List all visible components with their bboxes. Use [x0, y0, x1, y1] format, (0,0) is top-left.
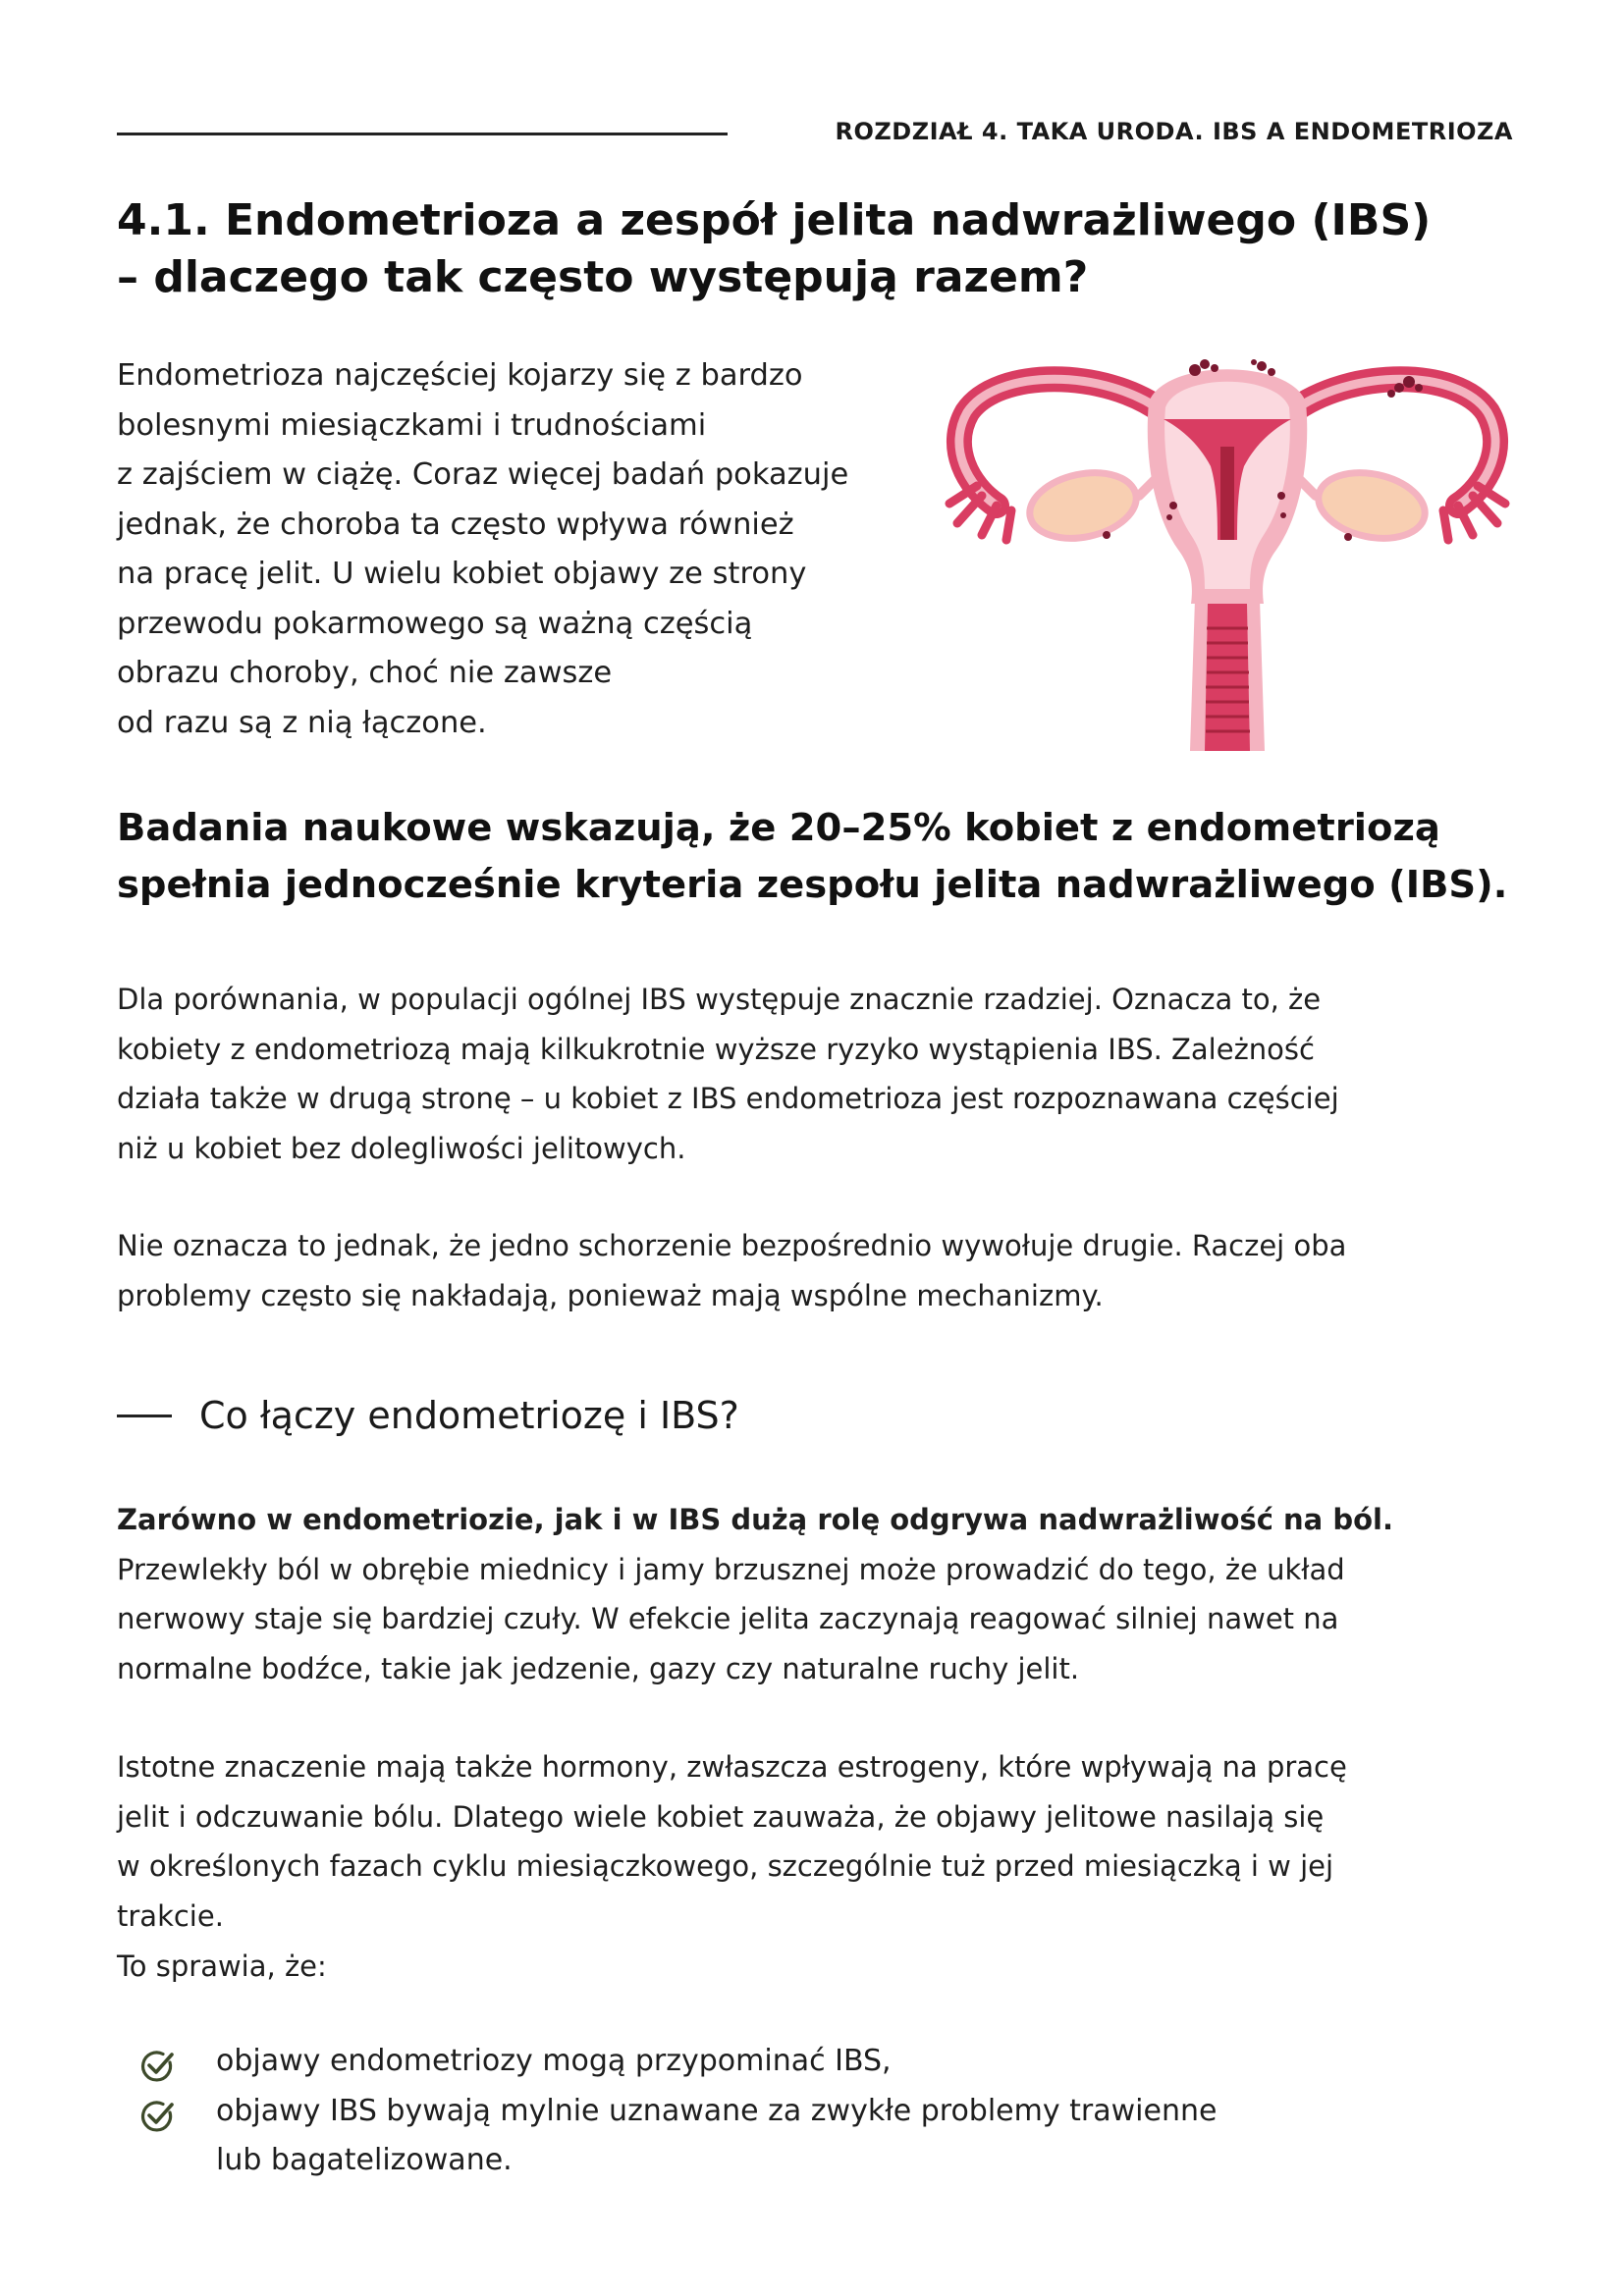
- section-dash: [117, 1415, 172, 1417]
- text-line: Przewlekły ból w obrębie miednicy i jamy brzusznej może prowadzić do tego, że układ: [117, 1552, 1345, 1586]
- text-line: Istotne znaczenie mają także hormony, zwłaszcza estrogeny, które wpływają na pracę: [117, 1750, 1347, 1784]
- intro-paragraph: [117, 351, 942, 748]
- text-line: w określonych fazach cyklu miesiączkowego, szczególnie tuż przed miesiączką i w jej: [117, 1849, 1334, 1883]
- highlight-line: Badania naukowe wskazują, że 20–25% kobiet z endometriozą: [117, 806, 1440, 850]
- text-line: Dla porównania, w populacji ogólnej IBS występuje znacznie rzadziej. Oznacza to, że: [117, 983, 1322, 1016]
- text-line: jednak, że choroba ta często wpływa również: [117, 507, 794, 542]
- text-line: problemy często się nakładają, ponieważ mają wspólne mechanizmy.: [117, 1278, 1104, 1312]
- checklist-text: objawy endometriozy mogą przypominać IBS,: [216, 2044, 892, 2078]
- text-line: trakcie.: [117, 1898, 224, 1933]
- text-line: kobiety z endometriozą mają kilkukrotnie wyższe ryzyko wystąpienia IBS. Zależność: [117, 1032, 1315, 1066]
- pain-paragraph: [117, 1495, 1521, 1693]
- summary-intro: [117, 1942, 1521, 1992]
- text-line: To sprawia, że:: [117, 1949, 327, 1983]
- text-line: normalne bodźce, takie jak jedzenie, gazy czy naturalne ruchy jelit.: [117, 1651, 1080, 1685]
- text-line: z zajściem w ciążę. Coraz więcej badań pokazuje: [117, 457, 849, 492]
- text-line: niż u kobiet bez dolegliwości jelitowych.: [117, 1131, 686, 1165]
- check-circle-icon: [137, 2047, 177, 2086]
- highlight-line: spełnia jednocześnie kryteria zespołu jelita nadwrażliwego (IBS).: [117, 863, 1508, 907]
- bold-lead-line: Zarówno w endometriozie, jak i w IBS dużą rolę odgrywa nadwrażliwość na ból.: [117, 1503, 1393, 1536]
- text-line: Nie oznacza to jednak, że jedno schorzenie bezpośrednio wywołuje drugie. Raczej oba: [117, 1229, 1347, 1262]
- page-title-line: – dlaczego tak często występują razem?: [117, 252, 1089, 302]
- highlight-statement: [117, 800, 1511, 914]
- checklist-item: [137, 2087, 1217, 2186]
- page-title-line: 4.1. Endometrioza a zespół jelita nadwrażliwego (IBS): [117, 195, 1432, 245]
- text-line: bolesnymi miesiączkami i trudnościami: [117, 407, 707, 443]
- chapter-header: ROZDZIAŁ 4. TAKA URODA. IBS A ENDOMETRIOZA: [835, 118, 1513, 145]
- text-line: Endometrioza najczęściej kojarzy się z bardzo: [117, 358, 803, 393]
- checklist-text: objawy IBS bywają mylnie uznawane za zwykłe problemy trawienne: [216, 2093, 1218, 2128]
- text-line: na pracę jelit. U wielu kobiet objawy ze strony: [117, 557, 807, 591]
- uterus-illustration-icon: [938, 348, 1517, 761]
- text-line: nerwowy staje się bardziej czuły. W efekcie jelita zaczynają reagować silniej nawet na: [117, 1602, 1339, 1635]
- mechanism-paragraph: [117, 1221, 1521, 1320]
- hormones-paragraph: [117, 1742, 1521, 1941]
- section-heading: [117, 1386, 739, 1445]
- comparison-paragraph: [117, 975, 1521, 1173]
- checklist: [137, 2037, 1217, 2186]
- text-line: jelit i odczuwanie bólu. Dlatego wiele kobiet zauważa, że objawy jelitowe nasilają się: [117, 1799, 1325, 1834]
- checklist-text: lub bagatelizowane.: [216, 2143, 513, 2177]
- text-line: przewodu pokarmowego są ważną częścią: [117, 606, 753, 641]
- header-rule: [117, 133, 728, 135]
- text-line: działa także w drugą stronę – u kobiet z IBS endometrioza jest rozpoznawana częściej: [117, 1082, 1339, 1115]
- check-circle-icon: [137, 2097, 177, 2136]
- section-title: Co łączy endometriozę i IBS?: [199, 1394, 739, 1437]
- page-title: [117, 192, 1432, 306]
- checklist-item: [137, 2037, 1217, 2087]
- text-line: od razu są z nią łączone.: [117, 705, 487, 740]
- text-line: obrazu choroby, choć nie zawsze: [117, 656, 613, 690]
